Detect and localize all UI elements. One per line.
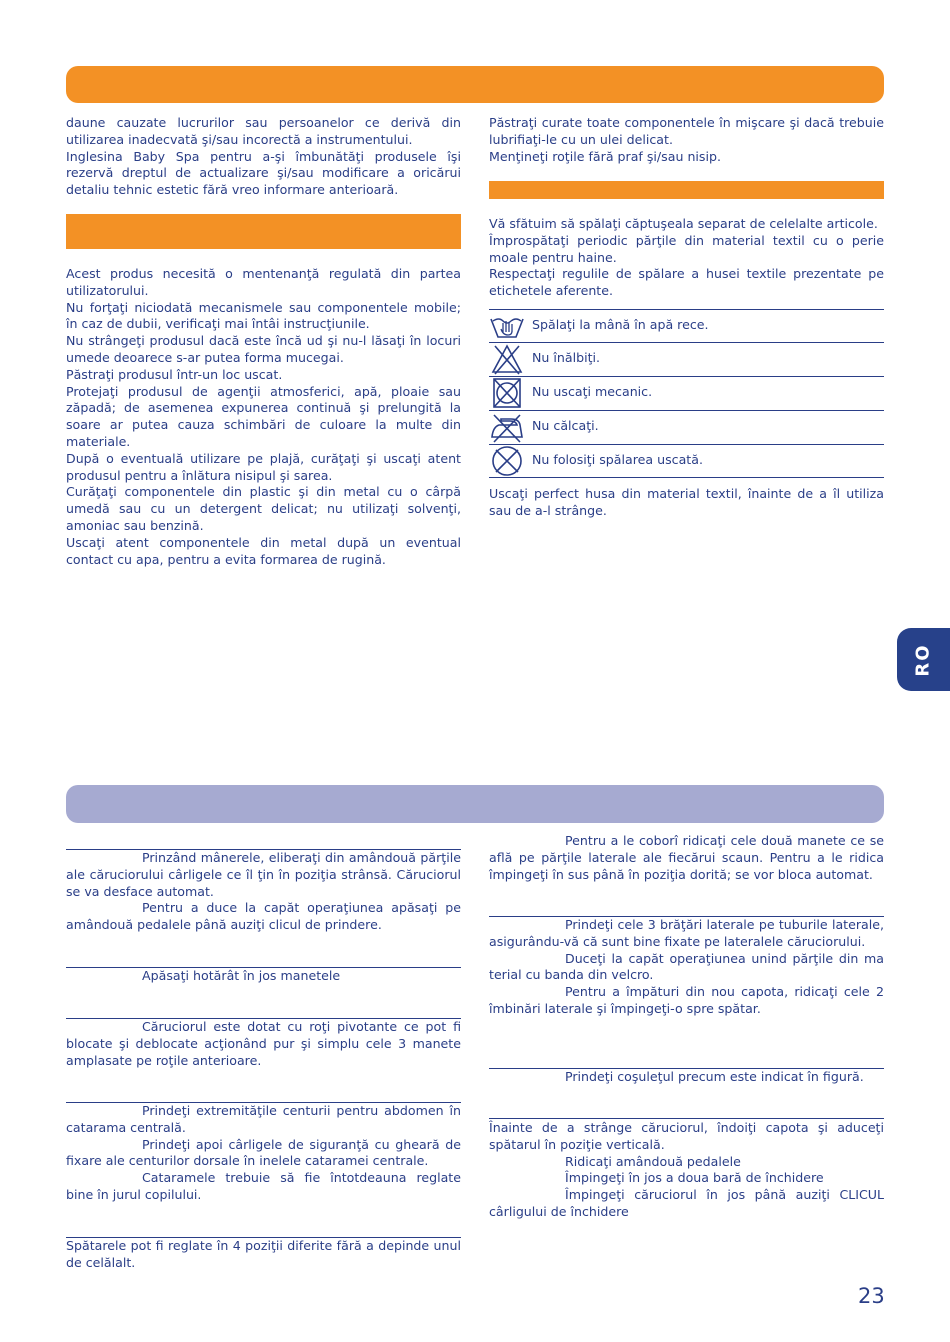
wash-label: Nu înălbiţi.	[532, 350, 601, 365]
paragraph: Împingeţi căruciorul în jos până auziţi CLICUL cârligului de închidere	[489, 1187, 884, 1219]
paragraph: Înainte de a strânge căruciorul, îndoiţi capota şi aduceţi spătarul în poziţie verticală.	[489, 1120, 884, 1152]
wash-row-no-dry-clean	[489, 444, 884, 478]
instruction-block	[66, 1019, 461, 1069]
section-rule	[489, 1118, 884, 1119]
paragraph: După o eventuală utilizare pe plajă, curăţaţi şi uscaţi atent produsul pentru a înlătura nisipul şi sarea.	[66, 450, 461, 483]
washing-header-band	[489, 181, 884, 199]
hand-wash-icon	[489, 310, 525, 342]
wash-label: Nu uscaţi mecanic.	[532, 384, 653, 399]
wash-row-hand-wash	[489, 309, 884, 343]
paragraph: Apăsaţi hotărât în jos manetele	[142, 968, 341, 983]
paragraph: Cataramele trebuie să fie întotdeauna reglate bine în jurul copilului.	[66, 1170, 461, 1202]
paragraph: Inglesina Baby Spa pentru a-şi îmbunătăţi produsele îşi rezervă dreptul de actualizare şi/sau modificare a oricărui detaliu tehnic estetic fără vreo informare anterioară.	[66, 148, 461, 198]
instruction-block	[489, 833, 884, 883]
instruction-block	[489, 917, 884, 1018]
instruction-block	[489, 1069, 884, 1086]
paragraph: Acest produs necesită o mentenanţă regulată din partea utilizatorului.	[66, 266, 461, 298]
instruction-block	[489, 1120, 884, 1221]
paragraph: Păstraţi curate toate componentele în mişcare şi dacă trebuie lubrifiaţi-le cu un ulei delicat.	[489, 115, 884, 147]
top-header-bar	[66, 66, 884, 103]
paragraph: Păstraţi produsul într-un loc uscat.	[66, 366, 283, 382]
paragraph: Prindeţi apoi cârligele de siguranţă cu gheară de fixare ale centurilor dorsale în inelele cataramei centrale.	[66, 1136, 461, 1169]
paragraph: daune cauzate lucrurilor sau persoanelor ce derivă din utilizarea inadecvată şi/sau incorectă a instrumentului.	[66, 115, 461, 147]
washing-after	[489, 486, 884, 520]
washing-section	[489, 216, 884, 300]
paragraph: Prindeţi extremităţile centurii pentru abdomen în catarama centrală.	[66, 1103, 461, 1135]
paragraph: Nu strângeţi produsul dacă este încă ud şi nu-l lăsaţi în locuri umede deoarece s-ar putea forma mucegai.	[66, 333, 461, 365]
paragraph: Pentru a duce la capăt operaţiunea apăsaţi pe amândouă pedalele până auziţi clicul de prindere.	[66, 900, 461, 933]
maintenance-header-band	[66, 214, 461, 249]
language-tab-label: RO	[912, 642, 934, 677]
instruction-block	[66, 850, 461, 934]
paragraph: Pentru a le coborî ridicaţi cele două manete ce se află pe părţile laterale ale fiecărui scaun. Pentru a le ridica împingeţi în sus până în poziţia dorită; se vor bloca automat.	[489, 833, 884, 882]
wash-row-no-iron	[489, 410, 884, 444]
paragraph: Duceţi la capăt operaţiunea unind părţile din ma terial cu banda din velcro.	[489, 950, 884, 983]
paragraph: Vă sfătuim să spălaţi căptuşeala separat de celelalte articole.	[489, 216, 878, 231]
wash-label: Nu călcaţi.	[532, 418, 599, 433]
paragraph: Uscaţi perfect husa din material textil, înainte de a îl utiliza sau de a-l strânge.	[489, 486, 884, 518]
paragraph: Nu forţaţi niciodată mecanismele sau componentele mobile; în caz de dubii, verificaţi mai întâi instrucţiunile.	[66, 299, 461, 332]
paragraph: Protejaţi produsul de agenţii atmosferici, apă, ploaie sau zăpadă; de asemenea expunerea continuă şi prelungită la soare ar putea cauza schimbări de culoare la multe din materiale.	[66, 383, 461, 449]
language-tab	[897, 628, 950, 691]
paragraph: Ridicaţi amândouă pedalele	[565, 1153, 741, 1169]
no-iron-icon	[489, 411, 525, 443]
paragraph: Pentru a împături din nou capota, ridicaţi cele 2 îmbinări laterale şi împingeţi-o spre spătar.	[489, 984, 884, 1016]
wash-row-no-bleach	[489, 342, 884, 376]
top-left-intro	[66, 115, 461, 199]
maintenance-section	[66, 266, 461, 568]
paragraph: Prinzând mânerele, eliberaţi din amândouă părţile ale căruciorului cârligele ce îl ţin în poziţia strânsă. Căruciorul se va desface automat.	[66, 850, 461, 899]
instructions-header-bar	[66, 785, 884, 823]
paragraph: Curăţaţi componentele din plastic şi din metal cu o cârpă umedă sau cu un detergent delicat; nu utilizaţi solvenţi, amoniac sau benzină.	[66, 484, 461, 533]
paragraph: Prindeţi coşuleţul precum este indicat în figură.	[565, 1069, 864, 1084]
no-bleach-icon	[489, 343, 525, 375]
instruction-block	[66, 1238, 461, 1272]
no-tumble-dry-icon	[489, 377, 525, 409]
paragraph: Spătarele pot fi reglate în 4 poziţii diferite fără a depinde unul de celălalt.	[66, 1238, 461, 1270]
wash-label: Spălaţi la mână în apă rece.	[532, 317, 709, 332]
paragraph: Menţineţi roţile fără praf şi/sau nisip.	[489, 148, 721, 164]
paragraph: Împrospătaţi periodic părţile din material textil cu o perie moale pentru haine.	[489, 232, 884, 265]
paragraph: Uscaţi atent componentele din metal după un eventual contact cu apa, pentru a evita formarea de rugină.	[66, 534, 461, 567]
page-number: 23	[858, 1284, 885, 1308]
no-dry-clean-icon	[489, 445, 525, 477]
wash-row-no-tumble-dry	[489, 376, 884, 410]
instruction-block	[66, 968, 461, 985]
paragraph: Căruciorul este dotat cu roţi pivotante ce pot fi blocate şi deblocate acţionând pur şi simplu cele 3 manete amplasate pe roţile anterioare.	[66, 1019, 461, 1068]
paragraph: Prindeţi cele 3 brăţări laterale pe tuburile laterale, asigurându-vă că sunt bine fixate pe lateralele căruciorului.	[489, 917, 884, 949]
paragraph: Respectaţi regulile de spălare a husei textile prezentate pe etichetele aferente.	[489, 266, 884, 299]
top-right-intro	[489, 115, 884, 165]
wash-label: Nu folosiţi spălarea uscată.	[532, 452, 703, 467]
paragraph: Împingeţi în jos a doua bară de închidere	[565, 1170, 824, 1186]
instruction-block	[66, 1103, 461, 1204]
